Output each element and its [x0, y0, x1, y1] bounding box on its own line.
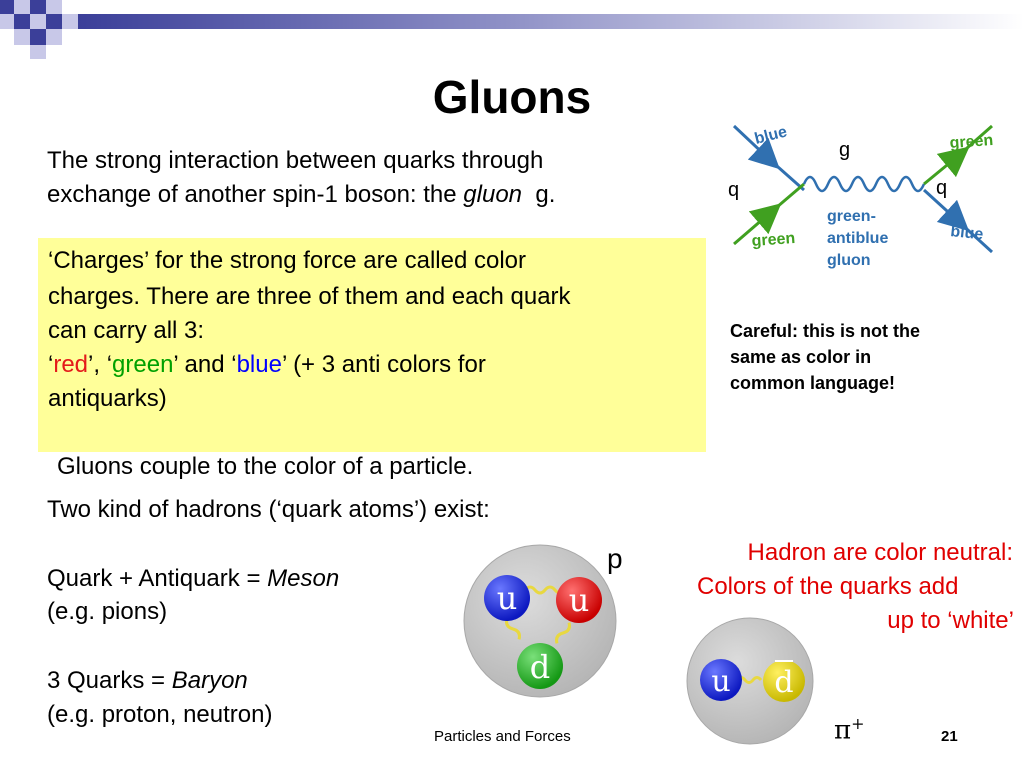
green-in-label: green [949, 131, 994, 152]
neutral-line-1: Hadron are color neutral: [747, 539, 1013, 566]
intro-line-1: The strong interaction between quarks through [47, 147, 544, 174]
proton-u2-label: u [568, 581, 590, 619]
hadrons-intro: Two kind of hadrons (‘quark atoms’) exist: [47, 496, 490, 523]
slide-title: Gluons [432, 71, 592, 123]
meson-text: Quark + Antiquark = [47, 565, 268, 592]
careful-line-1: Careful: this is not the [730, 321, 921, 341]
pion-charge: + [851, 714, 865, 733]
careful-line-3: common language! [730, 373, 896, 393]
pion-symbol: π [834, 715, 852, 746]
box-line-3: can carry all 3: [48, 317, 205, 344]
blue-out-label: blue [949, 223, 985, 244]
box-line-5: antiquarks) [48, 385, 167, 412]
gluon-g-label: g [839, 139, 851, 161]
neutral-line-2: Colors of the quarks add [697, 573, 959, 600]
meson-line [47, 562, 339, 596]
quote-4: ’ (+ 3 anti colors for [281, 351, 486, 378]
color-red-label: red [53, 351, 89, 378]
box-line-4 [48, 348, 486, 382]
gluon-name-1: green- [827, 208, 876, 225]
pion-dbar-label: d [774, 665, 794, 700]
gluon-term: gluon [463, 181, 523, 208]
couple-text: Gluons couple to the color of a particle. [57, 453, 474, 480]
gluon-line [804, 177, 924, 191]
baryon-term: Baryon [171, 667, 248, 694]
quote-1: ‘ [48, 351, 54, 378]
color-blue-label: blue [236, 351, 282, 378]
color-green-label: green [112, 351, 174, 378]
careful-note [730, 318, 920, 396]
pion-diagram [685, 614, 815, 749]
meson-term: Meson [267, 565, 340, 592]
footer-title: Particles and Forces [434, 728, 571, 745]
neutral-line-3: up to ‘white’ [887, 607, 1014, 634]
proton-d-label: d [529, 648, 551, 686]
baryon-line [47, 664, 248, 698]
intro-line-2-text: exchange of another spin-1 boson: the [47, 181, 464, 208]
quark-left-label: q [728, 179, 740, 201]
proton-u1-label: u [496, 579, 518, 617]
page-number: 21 [941, 728, 958, 745]
green-out-label: green [751, 229, 796, 250]
intro-line-2 [47, 178, 555, 212]
box-line-2: charges. There are three of them and each quark [48, 283, 571, 310]
proton-label: p [607, 543, 623, 574]
baryon-text: 3 Quarks = [47, 667, 172, 694]
header-decoration [0, 0, 1024, 62]
intro-line-2-end: g. [522, 181, 556, 208]
pion-u-label: u [711, 664, 731, 699]
gluon-name-3: gluon [827, 252, 871, 269]
quark-right-label: q [936, 177, 948, 199]
quote-2: ’, ‘ [88, 351, 113, 378]
gluon-name-2: antiblue [827, 230, 889, 247]
blue-in-label: blue [752, 123, 789, 148]
pion-label [834, 714, 865, 746]
careful-line-2: same as color in [730, 347, 872, 367]
feynman-diagram [720, 118, 1020, 288]
box-line-1: ‘Charges’ for the strong force are called color [48, 247, 527, 274]
baryon-example: (e.g. proton, neutron) [47, 701, 273, 728]
quote-3: ’ and ‘ [173, 351, 237, 378]
meson-example: (e.g. pions) [47, 598, 168, 625]
